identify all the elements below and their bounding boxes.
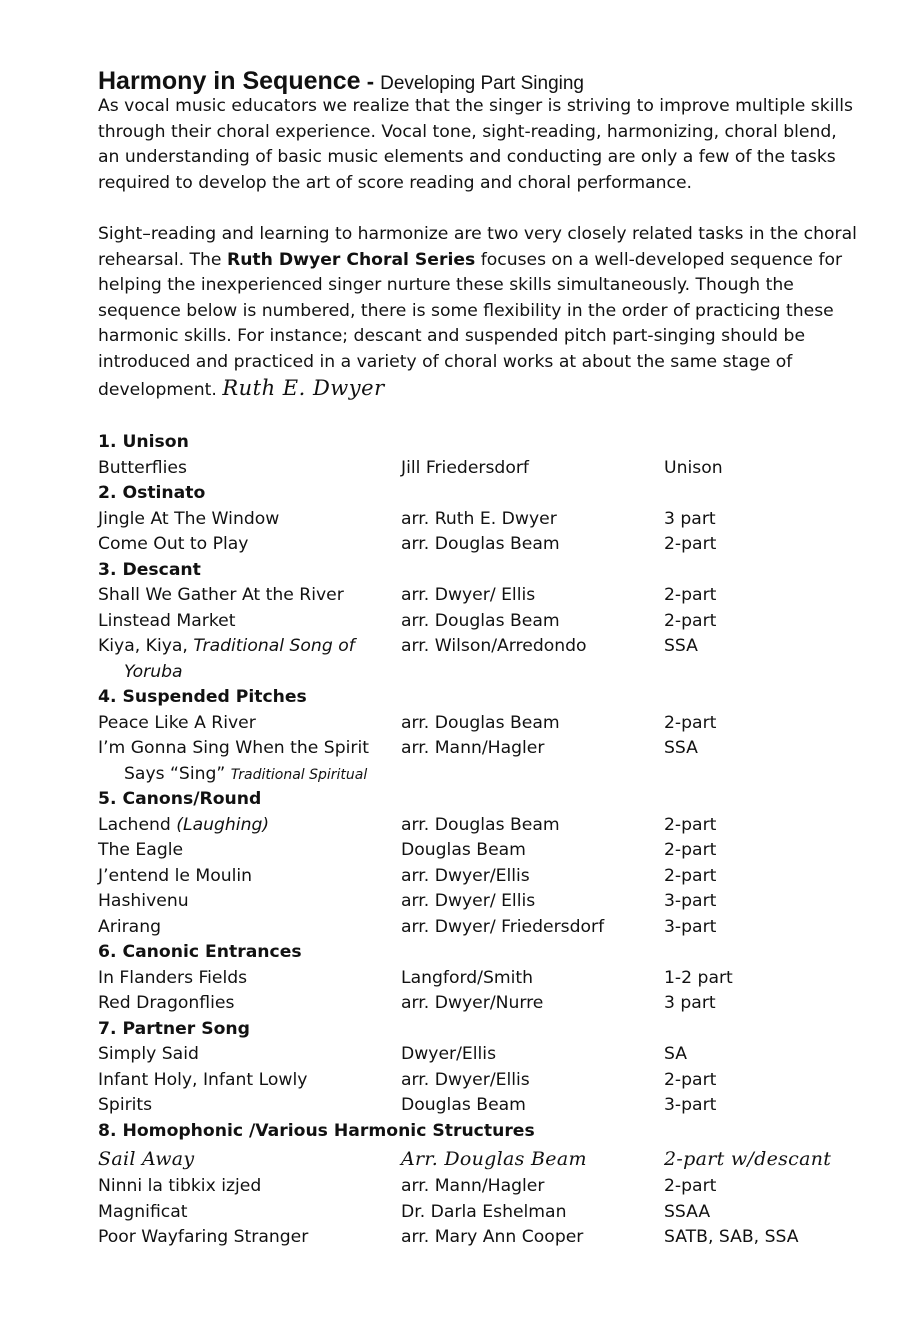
section-heading-text: 1. Unison — [98, 432, 189, 452]
song-title — [98, 1093, 152, 1119]
song-title-text: Red Dragonflies — [98, 993, 235, 1013]
song-voicing: 3-part — [664, 916, 717, 937]
song-title-continued — [124, 660, 183, 686]
song-arranger: arr. Mann/Hagler — [401, 738, 545, 758]
song-title — [98, 736, 369, 762]
song-arranger: Dr. Darla Eshelman — [401, 1201, 567, 1222]
section-heading-text: 6. Canonic Entrances — [98, 942, 302, 962]
title-subtitle: Developing Part Singing — [380, 73, 584, 94]
song-title-text: Simply Said — [98, 1044, 199, 1064]
song-voicing: 3-part — [664, 1095, 717, 1115]
song-arranger: arr. Ruth E. Dwyer — [401, 508, 557, 529]
song-row — [98, 1200, 878, 1226]
intro-section — [98, 62, 858, 403]
song-voicing: 2-part — [664, 712, 717, 733]
song-title-italic: (Laughing) — [176, 814, 270, 835]
song-voicing: 3 part — [664, 508, 716, 529]
song-title — [98, 1144, 194, 1174]
song-voicing: 2-part — [664, 585, 717, 605]
song-voicing: SSA — [664, 636, 698, 656]
section-heading — [98, 940, 878, 966]
song-voicing: 2-part — [664, 840, 717, 860]
song-title-text: Shall We Gather At the River — [98, 585, 344, 605]
song-title-italic: Traditional Song of — [193, 636, 355, 656]
section-heading — [98, 1017, 878, 1043]
song-title-cont: Says “Sing” — [124, 763, 231, 784]
paragraph-2-text-start: Sight–reading and learning to harmonize are two very closely related tasks in the choral rehearsal. The — [98, 223, 857, 270]
section-heading — [98, 685, 878, 711]
song-row — [98, 1068, 878, 1094]
song-row — [98, 507, 878, 533]
song-row — [98, 456, 878, 482]
section-heading-text: 2. Ostinato — [98, 483, 206, 503]
intro-paragraph-1: As vocal music educators we realize that the singer is striving to improve multiple skills through their choral experience. Vocal tone, sight-reading, harmonizing, choral blend, an understanding of basic music elements and conducting are only a few of the tasks required to develop the art of score reading and choral performance. — [98, 96, 853, 193]
song-title — [98, 813, 269, 839]
song-row — [98, 583, 878, 609]
song-title — [98, 711, 256, 737]
section-heading — [98, 558, 878, 584]
song-title — [98, 1174, 261, 1200]
song-title-text: Poor Wayfaring Stranger — [98, 1227, 309, 1247]
song-row — [98, 889, 878, 915]
song-arranger: Douglas Beam — [401, 1095, 526, 1115]
song-title-text: In Flanders Fields — [98, 967, 248, 988]
section-heading — [98, 430, 878, 456]
section-heading-text: 4. Suspended Pitches — [98, 687, 307, 707]
song-row — [98, 1225, 878, 1251]
song-row — [98, 915, 878, 941]
series-name: Ruth Dwyer Choral Series — [226, 249, 476, 270]
section-heading-text: 3. Descant — [98, 559, 201, 580]
song-title-text: Linstead Market — [98, 610, 236, 631]
song-title — [98, 1042, 199, 1068]
song-title-text: Lachend — [98, 814, 177, 835]
song-title-text: I’m Gonna Sing When the Spirit — [98, 738, 369, 758]
song-arranger: arr. Dwyer/ Ellis — [401, 585, 536, 605]
song-title-note: Traditional Spiritual — [230, 766, 368, 783]
song-row-continuation — [98, 762, 878, 788]
song-arranger: arr. Dwyer/Ellis — [401, 1069, 530, 1090]
song-voicing: SSAA — [664, 1201, 711, 1222]
song-voicing: 2-part — [664, 1176, 717, 1196]
song-voicing: 2-part — [664, 1069, 717, 1090]
song-row-continuation — [98, 660, 878, 686]
section-heading-text: 8. Homophonic /Various Harmonic Structures — [98, 1120, 535, 1141]
song-arranger: Dwyer/Ellis — [401, 1044, 497, 1064]
song-title — [98, 634, 355, 660]
song-title-text: Infant Holy, Infant Lowly — [98, 1069, 308, 1090]
song-title-text: Arirang — [98, 916, 162, 937]
song-list — [98, 430, 878, 1251]
song-title — [98, 532, 248, 558]
song-title-continued — [124, 762, 367, 789]
song-arranger: arr. Dwyer/Ellis — [401, 865, 530, 886]
song-title — [98, 966, 247, 992]
song-row — [98, 711, 878, 737]
song-title — [98, 864, 252, 890]
section-heading — [98, 787, 878, 813]
song-title-text: The Eagle — [98, 840, 184, 860]
song-title — [98, 915, 161, 941]
song-row — [98, 736, 878, 762]
song-title-text: Sail Away — [98, 1148, 195, 1170]
song-title-text: Ninni la tibkix izjed — [98, 1176, 262, 1196]
title-separator: - — [360, 69, 381, 94]
section-heading — [98, 481, 878, 507]
song-title — [98, 1225, 308, 1251]
song-voicing: SSA — [664, 738, 698, 758]
song-title-text: Hashivenu — [98, 891, 189, 911]
song-row — [98, 532, 878, 558]
song-arranger: Douglas Beam — [401, 840, 526, 860]
song-arranger: Langford/Smith — [401, 967, 534, 988]
song-title — [98, 838, 183, 864]
song-title-text: Jingle At The Window — [98, 508, 280, 529]
song-voicing: 2-part w/descant — [664, 1148, 832, 1170]
song-title — [98, 609, 236, 635]
song-voicing: 3 part — [664, 993, 716, 1013]
song-row — [98, 966, 878, 992]
song-arranger: arr. Douglas Beam — [401, 534, 560, 554]
song-arranger: arr. Douglas Beam — [401, 814, 560, 835]
song-row — [98, 813, 878, 839]
song-voicing: SATB, SAB, SSA — [664, 1227, 799, 1247]
section-heading-text: 5. Canons/Round — [98, 789, 262, 809]
section-heading-text: 7. Partner Song — [98, 1018, 250, 1039]
song-arranger: Jill Friedersdorf — [401, 457, 529, 478]
song-arranger: arr. Douglas Beam — [401, 610, 560, 631]
title-main: Harmony in Sequence — [98, 67, 361, 95]
song-voicing: 3-part — [664, 891, 717, 911]
song-voicing: 2-part — [664, 610, 717, 631]
song-arranger: arr. Mann/Hagler — [401, 1176, 545, 1196]
song-arranger: arr. Dwyer/Nurre — [401, 993, 544, 1013]
song-arranger: arr. Mary Ann Cooper — [401, 1227, 584, 1247]
song-row — [98, 1093, 878, 1119]
song-title-text: Kiya, Kiya, — [98, 636, 194, 656]
song-arranger: Arr. Douglas Beam — [401, 1148, 587, 1170]
song-title-italic-cont: Yoruba — [124, 661, 183, 682]
song-arranger: arr. Douglas Beam — [401, 712, 560, 733]
song-row — [98, 864, 878, 890]
song-title-text: J’entend le Moulin — [98, 865, 253, 886]
song-voicing: SA — [664, 1044, 687, 1064]
song-arranger: arr. Dwyer/ Ellis — [401, 891, 536, 911]
intro-paragraph-2 — [98, 222, 858, 403]
song-voicing: 2-part — [664, 534, 717, 554]
song-row — [98, 838, 878, 864]
song-row — [98, 991, 878, 1017]
song-voicing: 1-2 part — [664, 967, 733, 988]
song-arranger: arr. Dwyer/ Friedersdorf — [401, 916, 605, 937]
song-voicing: Unison — [664, 457, 723, 478]
signature: Ruth E. Dwyer — [222, 375, 385, 400]
song-title-text: Come Out to Play — [98, 534, 249, 554]
song-title — [98, 1200, 188, 1226]
song-title — [98, 1068, 307, 1094]
song-title — [98, 583, 344, 609]
song-row — [98, 1174, 878, 1200]
song-title — [98, 889, 189, 915]
song-title-text: Butterflies — [98, 457, 187, 478]
song-title-text: Magnificat — [98, 1201, 188, 1222]
section-heading — [98, 1119, 878, 1145]
song-row — [98, 634, 878, 660]
song-row — [98, 609, 878, 635]
song-voicing: 2-part — [664, 814, 717, 835]
song-row — [98, 1042, 878, 1068]
paragraph-2-text-end: focuses on a well-developed sequence for helping the inexperienced singer nurture these skills simultaneously. Though the sequence below is numbered, there is some flexibility in the order of practicing these harmonic skills. For instance; descant and suspended pitch part-singing should be introduced and practiced in a variety of choral works at about the same stage of development. — [98, 249, 843, 400]
page-title — [98, 62, 858, 94]
song-title-text: Peace Like A River — [98, 712, 256, 733]
song-title — [98, 991, 234, 1017]
song-title — [98, 507, 279, 533]
song-row — [98, 1144, 878, 1174]
song-voicing: 2-part — [664, 865, 717, 886]
song-title-text: Spirits — [98, 1095, 153, 1115]
song-title — [98, 456, 187, 482]
song-arranger: arr. Wilson/Arredondo — [401, 636, 587, 656]
